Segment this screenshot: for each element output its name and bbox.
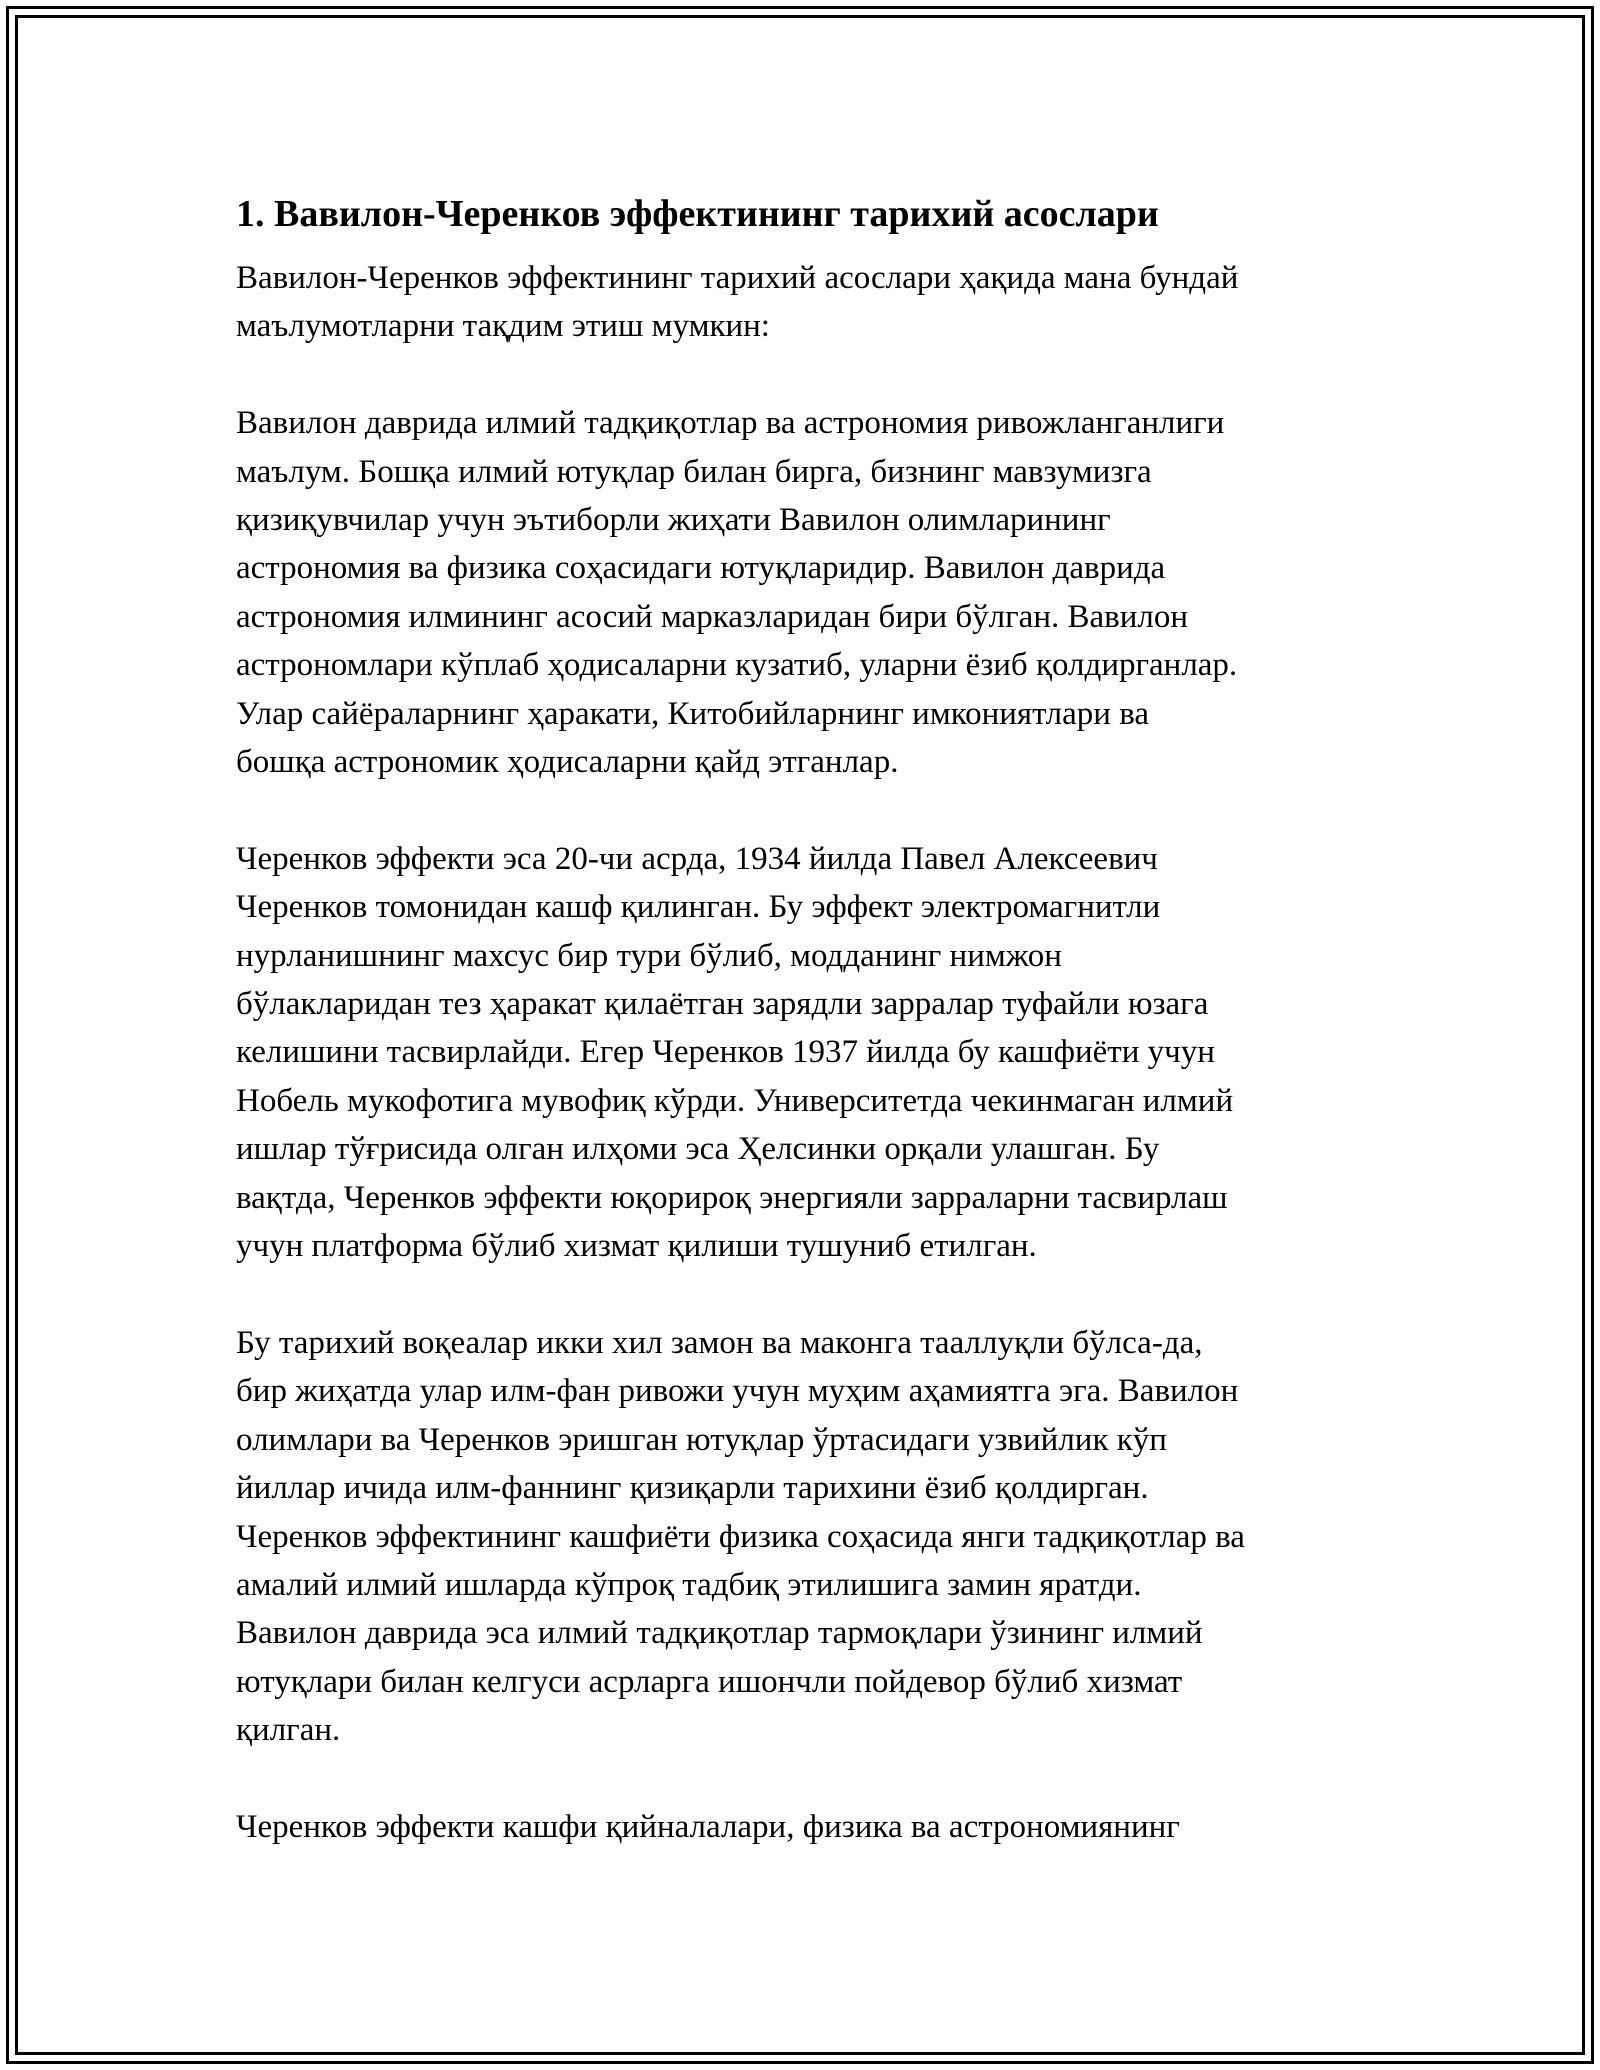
text-line: қилган. [236, 1712, 341, 1749]
text-line: бошқа астрономик ҳодисаларни қайд этганлар. [236, 744, 899, 781]
paragraph-intro [236, 254, 1376, 351]
text-line: Нобель мукофотига мувофиқ кўрди. Университетда чекинмаган илмий [236, 1082, 1234, 1119]
text-line: бўлакларидан тез ҳаракат қилаётган зарядли зарралар туфайли юзага [236, 986, 1209, 1023]
document-body [236, 186, 1376, 1900]
text-line: Черенков эффекти эса 20-чи асрда, 1934 йилда Павел Алексеевич [236, 840, 1158, 877]
text-line: маълум. Бошқа илмий ютуқлар билан бирга, бизнинг мавзумизга [236, 453, 1152, 490]
text-line: Вавилон даврида илмий тадқиқотлар ва астрономия ривожланганлиги [236, 405, 1225, 442]
text-line: Бу тарихий воқеалар икки хил замон ва маконга тааллуқли бўлса-да, [236, 1324, 1203, 1361]
text-line: маълумотларни тақдим этиш мумкин: [236, 308, 770, 345]
text-line: қизиқувчилар учун эътиборли жиҳати Вавилон олимларининг [236, 502, 1111, 539]
text-line: вақтда, Черенков эффекти юқорироқ энергияли зарраларни тасвирлаш [236, 1179, 1228, 1216]
text-line: Вавилон даврида эса илмий тадқиқотлар тармоқлари ўзининг илмий [236, 1615, 1203, 1652]
text-line: ишлар тўғрисида олган илҳоми эса Ҳелсинки орқали улашган. Бу [236, 1131, 1160, 1168]
text-line: амалий илмий ишларда кўпроқ тадбиқ этилишига замин яратди. [236, 1566, 1142, 1603]
text-line: ютуқлари билан келгуси асрларга ишончли пойдевор бўлиб хизмат [236, 1663, 1183, 1700]
section-heading: 1. Вавилон-Черенков эффектининг тарихий асослари [236, 193, 1159, 235]
paragraph-closing [236, 1803, 1376, 1851]
text-line: учун платформа бўлиб хизмат қилиши тушуниб етилган. [236, 1228, 1037, 1265]
text-line: Вавилон-Черенков эффектининг тарихий асослари ҳақида мана бундай [236, 260, 1239, 296]
paragraph-babylon [236, 399, 1376, 786]
paragraph-list [236, 254, 1376, 1851]
text-line: Улар сайёраларнинг ҳаракати, Китобийларнинг имкониятлари ва [236, 695, 1149, 732]
text-line: Черенков эффекти кашфи қийналалари, физика ва астрономиянинг [236, 1808, 1180, 1845]
text-line: Черенков эффектининг кашфиёти физика соҳасида янги тадқиқотлар ва [236, 1518, 1245, 1555]
text-line: астрономия илмининг асосий марказларидан бири бўлган. Вавилон [236, 598, 1189, 635]
text-line: бир жиҳатда улар илм-фан ривожи учун муҳим аҳамиятга эга. Вавилон [236, 1373, 1239, 1410]
text-line: олимлари ва Черенков эришган ютуқлар ўртасидаги узвийлик кўп [236, 1421, 1167, 1458]
text-line: йиллар ичида илм-фаннинг қизиқарли тарихини ёзиб қолдирган. [236, 1470, 1149, 1507]
text-line: Черенков томонидан кашф қилинган. Бу эффект электромагнитли [236, 889, 1161, 926]
text-line: нурланишнинг махсус бир тури бўлиб, модданинг нимжон [236, 937, 1062, 974]
text-line: астрономлари кўплаб ҳодисаларни кузатиб, уларни ёзиб қолдирганлар. [236, 647, 1238, 684]
text-line: астрономия ва физика соҳасидаги ютуқларидир. Вавилон даврида [236, 550, 1166, 587]
paragraph-cherenkov [236, 835, 1376, 1271]
text-line: келишини тасвирлайди. Егер Черенков 1937 йилда бу кашфиёти учун [236, 1034, 1215, 1071]
paragraph-significance [236, 1319, 1376, 1755]
